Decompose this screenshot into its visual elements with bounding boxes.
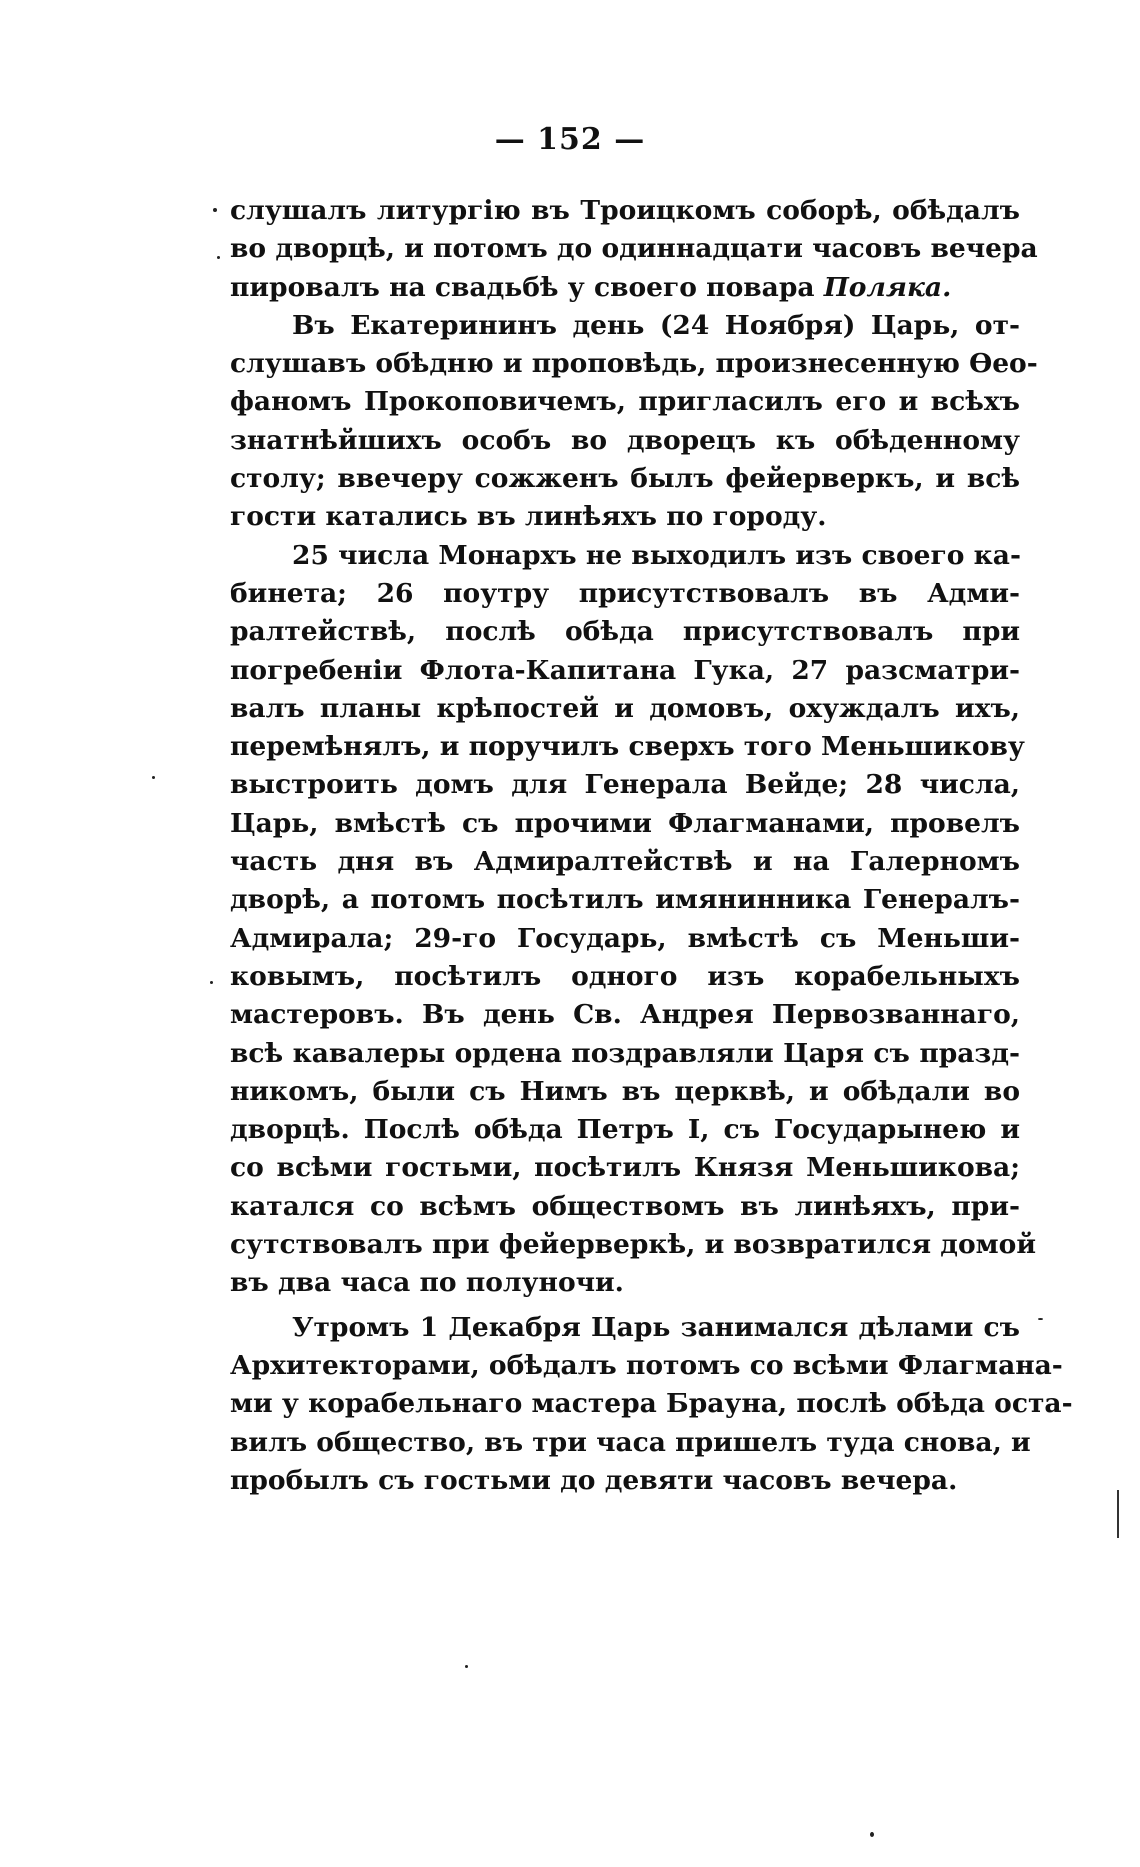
text-line: 25 числа Монархъ не выходилъ изъ своего ка- (292, 539, 1021, 571)
text-line: Адмирала; 29-го Государь, вмѣстѣ съ Меньши- (230, 922, 1020, 954)
text-line: слушалъ литургію въ Троицкомъ соборѣ, обѣдалъ (230, 195, 1020, 226)
scan-speck (213, 208, 217, 212)
text-line: ми у корабельнаго мастера Брауна, послѣ обѣда оста- (230, 1388, 1073, 1420)
text-line: Въ Екатерининъ день (24 Ноября) Царь, от- (292, 309, 1020, 341)
text-line: перемѣнялъ, и поручилъ сверхъ того Меньшикову (230, 731, 1025, 763)
text-line: во дворцѣ, и потомъ до одиннадцати часовъ вечера (230, 233, 1038, 265)
text-line (230, 269, 1020, 307)
paragraph-3 (230, 537, 1036, 1303)
text-line: дворѣ, а потомъ посѣтилъ имянинника Генералъ- (230, 884, 1020, 916)
paragraph-1 (230, 192, 1038, 307)
text-line: выстроить домъ для Генерала Вейде; 28 числа, (230, 769, 1020, 801)
text-line: Архитекторами, обѣдалъ потомъ со всѣми Флагмана- (230, 1349, 1063, 1381)
scan-speck (465, 1665, 468, 1668)
text-line: ковымъ, посѣтилъ одного изъ корабельныхъ (230, 960, 1020, 992)
scan-speck (1038, 1318, 1043, 1320)
scan-speck (870, 1832, 874, 1837)
text-line: погребеніи Флота-Капитана Гука, 27 разсматри- (230, 654, 1020, 686)
text-line: никомъ, были съ Нимъ въ церквѣ, и обѣдали во (230, 1075, 1020, 1107)
text-line: со всѣми гостьми, посѣтилъ Князя Меньшикова; (230, 1152, 1020, 1184)
text-line-segment: пировалъ на свадьбѣ у своего повара (230, 271, 824, 303)
text-line: часть дня въ Адмиралтействѣ и на Галерномъ (230, 846, 1020, 878)
text-line: Царь, вмѣстѣ съ прочими Флагманами, провелъ (230, 807, 1020, 839)
text-line: знатнѣйшихъ особъ во дворецъ къ обѣденному (230, 424, 1020, 456)
text-line: пробылъ съ гостьми до девяти часовъ вечера. (230, 1464, 958, 1496)
text-line: дворцѣ. Послѣ обѣда Петръ I, съ Государынею и (230, 1114, 1020, 1146)
margin-mark (1117, 1490, 1119, 1538)
scan-speck (152, 776, 155, 779)
text-line: мастеровъ. Въ день Св. Андрея Первозваннаго, (230, 999, 1020, 1031)
scan-speck (217, 256, 220, 259)
text-line: всѣ кавалеры ордена поздравляли Царя съ празд- (230, 1037, 1020, 1069)
text-line: ралтействѣ, послѣ обѣда присутствовалъ при (230, 616, 1020, 648)
paragraph-2 (230, 307, 1038, 537)
text-line: Утромъ 1 Декабря Царь занимался дѣлами съ (292, 1311, 1020, 1343)
paragraph-4 (230, 1309, 1073, 1500)
text-line: бинета; 26 поутру присутствовалъ въ Адми- (230, 577, 1020, 609)
text-line: сутствовалъ при фейерверкѣ, и возвратился домой (230, 1229, 1036, 1261)
body-text (230, 192, 1073, 1500)
text-line: столу; ввечеру сожженъ былъ фейерверкъ, и всѣ (230, 463, 1020, 495)
scan-speck (210, 981, 213, 984)
text-line: валъ планы крѣпостей и домовъ, охуждалъ ихъ, (230, 692, 1020, 724)
text-line: слушавъ обѣдню и проповѣдь, произнесенную Ѳео- (230, 348, 1038, 380)
page-number: — 152 — (494, 122, 646, 157)
text-line: въ два часа по полуночи. (230, 1267, 624, 1299)
text-line: вилъ общество, въ три часа пришелъ туда снова, и (230, 1426, 1031, 1458)
italic-word: Поляка. (823, 271, 952, 303)
text-line: гости катались въ линѣяхъ по городу. (230, 501, 827, 533)
text-line: катался со всѣмъ обществомъ въ линѣяхъ, при- (230, 1190, 1020, 1222)
text-line: фаномъ Прокоповичемъ, пригласилъ его и всѣхъ (230, 386, 1020, 418)
